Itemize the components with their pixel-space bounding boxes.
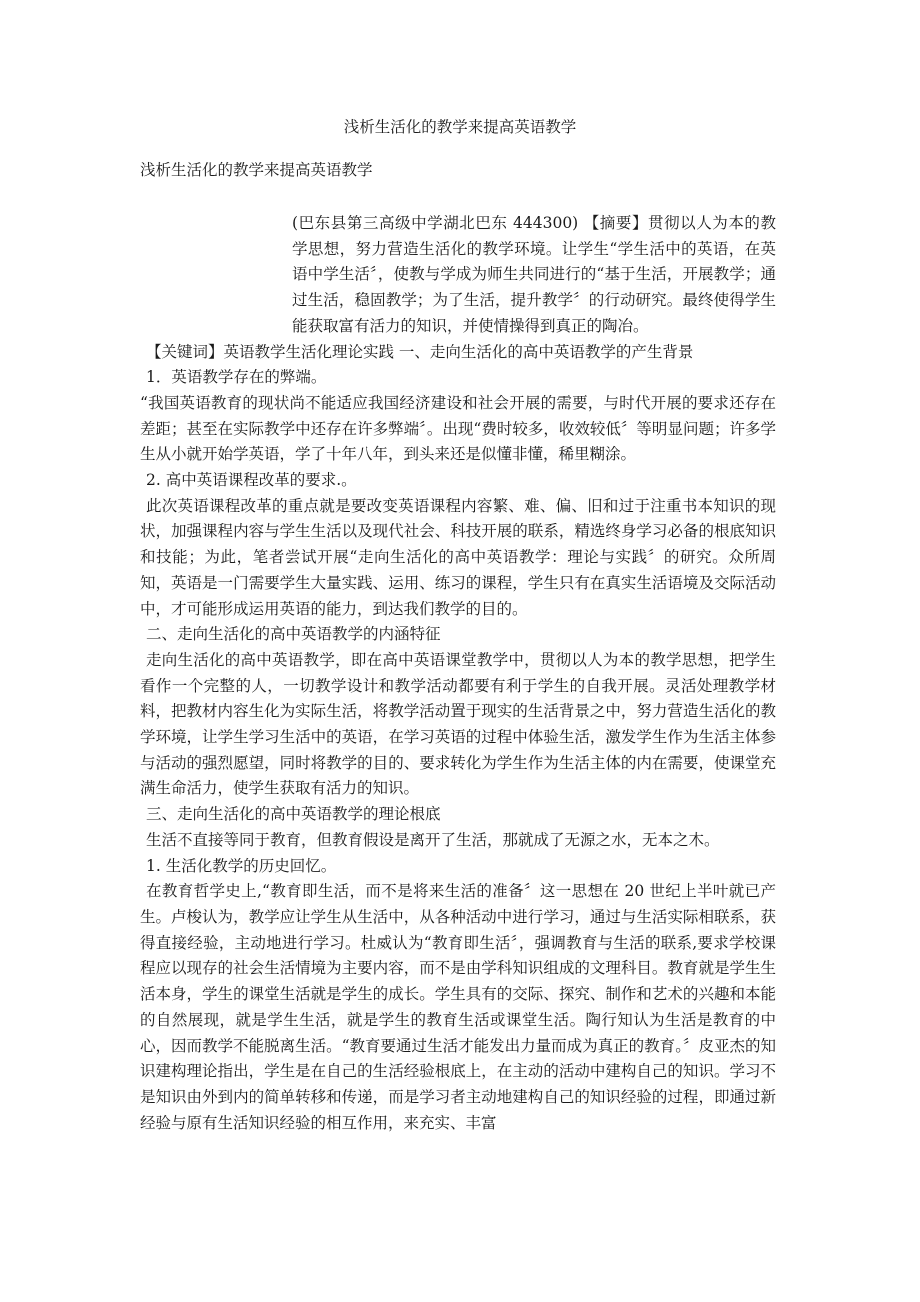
document-subtitle: 浅析生活化的教学来提高英语教学 bbox=[140, 161, 373, 179]
section-heading: 三、走向生活化的高中英语教学的理论根底 bbox=[146, 805, 441, 824]
body-paragraph: “我国英语教育的现状尚不能适应我国经济建设和社会开展的需要，与时代开展的要求还存在差距；甚至在实际教学中还存在许多弊端〞。出现“费时较多，收效较低〞等明显问题；许多学生从小就开始学英语，学了十年八年，到头来还是似懂非懂，稀里糊涂。 bbox=[140, 393, 776, 464]
affiliation-abstract-paragraph: (巴东县第三高级中学湖北巴东 444300) 【摘要】贯彻以人为本的教学思想，努力营造生活化的教学环境。让学生“学生活中的英语，在英语中学生活〞，使教与学成为师生共同进行的“基于生活，开展教学；通过生活，稳固教学；为了生活，提升教学〞的行动研究。最终使得学生能获取富有活力的知识，并使情操得到真正的陶冶。 bbox=[292, 214, 776, 335]
body-paragraph: 此次英语课程改革的重点就是要改变英语课程内容繁、难、偏、旧和过于注重书本知识的现状，加强课程内容与学生生活以及现代社会、科技开展的联系，精选终身学习必备的根底知识和技能；为此，笔者尝试开展“走向生活化的高中英语教学：理论与实践〞的研究。众所周知，英语是一门需要学生大量实践、运用、练习的课程，学生只有在真实生活语境及交际活动中，才可能形成运用英语的能力，到达我们教学的目的。 bbox=[140, 496, 776, 618]
section-heading: 1．英语教学存在的弊端。 bbox=[146, 368, 327, 387]
body-paragraph: 在教育哲学史上,“教育即生活，而不是将来生活的准备〞这一思想在 20 世纪上半叶就已产生。卢梭认为，教学应让学生从生活中，从各种活动中进行学习，通过与生活实际相联系，获得直接经验，主动地进行学习。杜威认为“教育即生活〞，强调教育与生活的联系,要求学校课程应以现存的社会生活情境为主要内容，而不是由学科知识组成的文理科目。教育就是学生生活本身，学生的课堂生活就是学生的成长。学生具有的交际、探究、制作和艺术的兴趣和本能的自然展现，就是学生生活，就是学生的教育生活或课堂生活。陶行知认为生活是教育的中心，因而教学不能脱离生活。“教育要通过生活才能发出力量而成为真正的教育。〞皮亚杰的知识建构理论指出，学生是在自己的生活经验根底上，在主动的活动中建构自己的知识。学习不是知识由外到内的简单转移和传递，而是学习者主动地建构自己的知识经验的过程，即通过新经验与原有生活知识经验的相互作用，来充实、丰富 bbox=[140, 882, 776, 1132]
section-heading: 2. 高中英语课程改革的要求.。 bbox=[146, 471, 357, 490]
document-title: 浅析生活化的教学来提高英语教学 bbox=[343, 118, 577, 136]
body-paragraph: 生活不直接等同于教育，但教育假设是离开了生活，那就成了无源之水，无本之木。 bbox=[146, 830, 720, 849]
section-heading: 二、走向生活化的高中英语教学的内涵特征 bbox=[146, 625, 441, 644]
keywords-paragraph: 【关键词】英语教学生活化理论实践 一、走向生活化的高中英语教学的产生背景 bbox=[146, 342, 694, 361]
body-paragraph: 走向生活化的高中英语教学，即在高中英语课堂教学中，贯彻以人为本的教学思想，把学生看作一个完整的人，一切教学设计和教学活动都要有利于学生的自我开展。灵活处理教学材料，把教材内容生化为实际生活，将教学活动置于现实的生活背景之中，努力营造生活化的教学环境，让学生学习生活中的英语，在学习英语的过程中体验生活，激发学生作为生活主体参与活动的强烈愿望，同时将教学的目的、要求转化为学生作为生活主体的内在需要，使课堂充满生命活力，使学生获取有活力的知识。 bbox=[140, 650, 776, 798]
document-body bbox=[140, 211, 776, 1136]
section-heading: 1. 生活化教学的历史回忆。 bbox=[146, 856, 337, 875]
